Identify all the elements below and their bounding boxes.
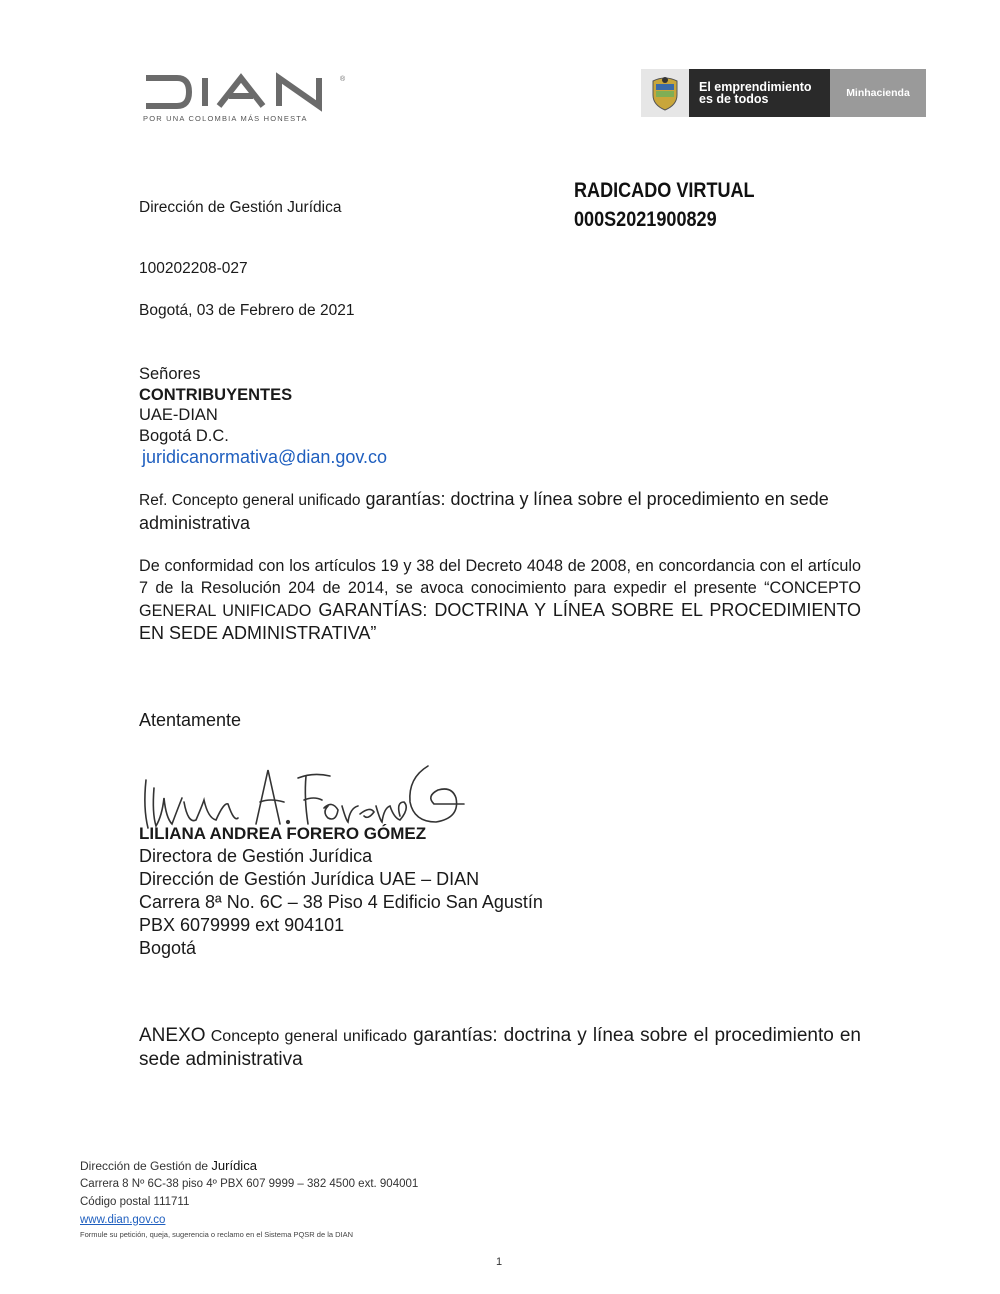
signer-office: Dirección de Gestión Jurídica UAE – DIAN: [139, 869, 480, 889]
coat-of-arms-icon: [641, 69, 689, 117]
annex-line: [139, 1024, 861, 1071]
banner-slogan-line2: es de todos: [699, 92, 769, 106]
letter-date: Bogotá, 03 de Febrero de 2021: [139, 302, 355, 319]
page-number: 1: [496, 1256, 503, 1268]
banner-slogan: [689, 69, 830, 117]
page-footer: [80, 1157, 418, 1241]
annex-prefix: ANEXO: [139, 1025, 206, 1046]
recipient-email-link[interactable]: juridicanormativa@dian.gov.co: [142, 447, 388, 467]
recipient-city: Bogotá D.C.: [139, 426, 229, 445]
signer-title: Directora de Gestión Jurídica: [139, 846, 373, 866]
signer-address: Carrera 8ª No. 6C – 38 Piso 4 Edificio San Agustín: [139, 892, 543, 912]
signer-phone: PBX 6079999 ext 904101: [139, 915, 345, 935]
dian-logo: [140, 68, 355, 128]
logo-tagline: POR UNA COLOMBIA MÁS HONESTA: [143, 114, 308, 123]
dian-wordmark: [143, 72, 348, 112]
intro-text-part2: GARANTÍAS: DOCTRINA Y LÍNEA SOBRE EL PROCEDIMIENTO EN SEDE ADMINISTRATIVA”: [139, 600, 861, 643]
svg-text:®: ®: [340, 76, 346, 83]
intro-text-part1: De conformidad con los artículos 19 y 38 del Decreto 4048 de 2008, en concordancia con el artículo 7 de la Resolución 204 de 2014, se avoca conocimiento para expedir el presente “CONCEPTO GENERAL UNIFICADO: [139, 557, 861, 620]
reference-number: 100202208-027: [139, 260, 248, 277]
banner-ministry: Minhacienda: [830, 69, 926, 117]
intro-paragraph: [139, 555, 861, 645]
footer-postal-code: Código postal 111711: [80, 1196, 190, 1208]
subject-prefix: Ref. Concepto general unificado: [139, 492, 361, 509]
government-banner: [641, 69, 926, 117]
recipient-block: [139, 364, 387, 468]
signer-city: Bogotá: [139, 938, 197, 958]
footer-dept-strong: Jurídica: [211, 1158, 257, 1173]
banner-slogan-line1: El emprendimiento: [699, 80, 812, 94]
recipient-salutation: Señores: [139, 365, 201, 383]
radicado-number: 000S2021900829: [574, 208, 717, 231]
signer-block: [139, 822, 543, 960]
footer-dept-prefix: Dirección de Gestión de: [80, 1159, 212, 1173]
radicado-block: [574, 176, 755, 234]
signer-name: LILIANA ANDREA FORERO GÓMEZ: [139, 824, 427, 843]
footer-website-link[interactable]: www.dian.gov.co: [80, 1214, 166, 1226]
radicado-label: RADICADO VIRTUAL: [574, 179, 755, 202]
closing-line: Atentamente: [139, 710, 242, 730]
annex-middle: Concepto general unificado: [205, 1028, 408, 1045]
recipient-entity: UAE-DIAN: [139, 406, 218, 424]
subject-line: [139, 488, 861, 535]
footer-department: [80, 1157, 418, 1175]
department-line: Dirección de Gestión Jurídica: [139, 199, 342, 216]
footer-pqsr-note: Formule su petición, queja, sugerencia o reclamo en el Sistema PQSR de la DIAN: [80, 1230, 354, 1239]
recipient-name: CONTRIBUYENTES: [139, 385, 293, 404]
subject-text: garantías: doctrina y línea sobre el procedimiento en sede administrativa: [139, 489, 829, 533]
footer-address: Carrera 8 Nº 6C-38 piso 4º PBX 607 9999 – 382 4500 ext. 904001: [80, 1178, 419, 1190]
annex-text: garantías: doctrina y línea sobre el procedimiento en sede administrativa: [139, 1025, 861, 1070]
